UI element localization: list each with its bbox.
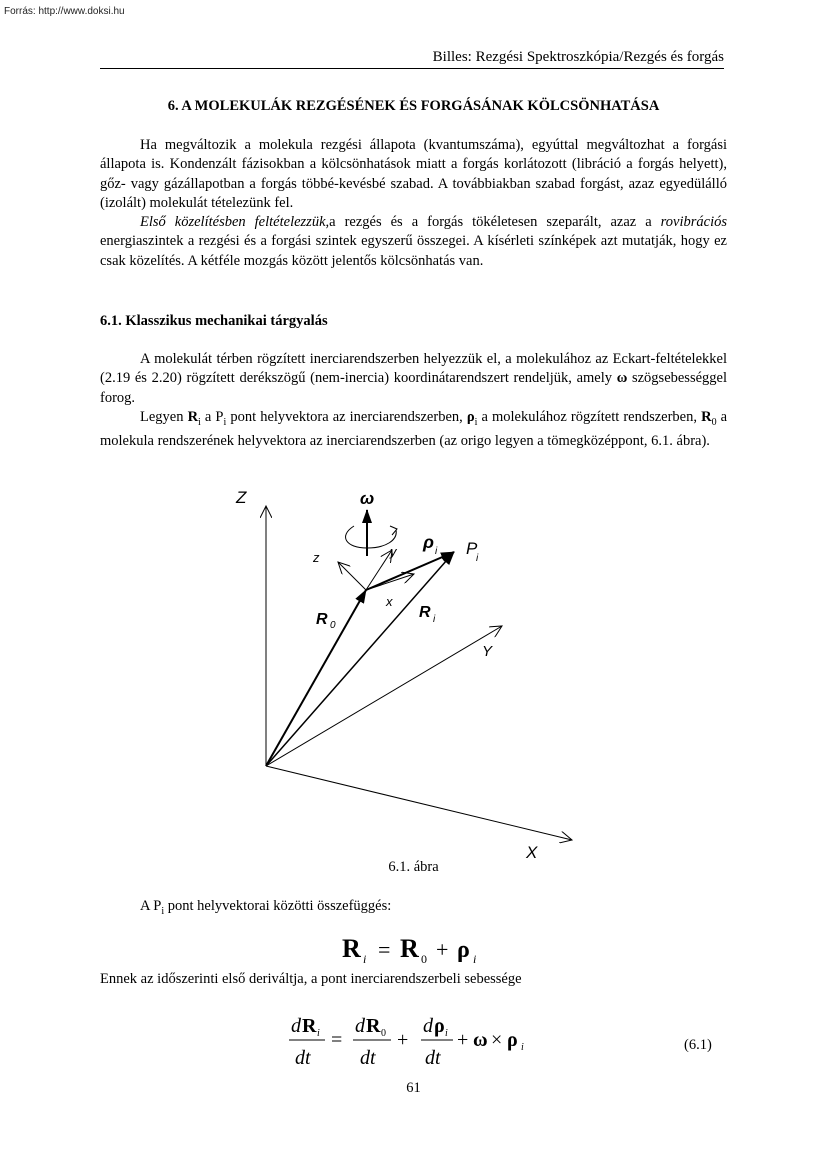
svg-text:=: = <box>331 1029 343 1051</box>
svg-text:i: i <box>363 952 367 964</box>
Z-axis-label: Z <box>236 488 247 507</box>
svg-text:i: i <box>317 1028 320 1039</box>
section-title: 6.1. Klasszikus mechanikai tárgyalás <box>100 313 328 329</box>
Ri-label: R <box>419 604 431 621</box>
svg-text:R: R <box>302 1015 317 1037</box>
z-axis-small-label: z <box>313 550 320 565</box>
P-label: P <box>466 539 478 558</box>
svg-text:ρ: ρ <box>434 1015 445 1037</box>
Y-axis-label: Y <box>482 643 493 660</box>
R0-label: R <box>316 611 328 628</box>
omega-label: ω <box>360 489 375 508</box>
rotation-arc <box>346 526 397 548</box>
coordinate-diagram <box>220 478 600 858</box>
rho-label: ρ <box>423 532 434 552</box>
X-axis-label: X <box>526 843 538 858</box>
svg-text:ρ: ρ <box>457 937 470 963</box>
figure-6-1 <box>220 478 600 863</box>
section-paragraph-1: A molekulát térben rögzített inerciarendszerben helyezzük el, a molekulához az Eckart-feltételekkel (2.19 és 2.20) rögzített derékszögű (nem-inercia) koordinátarendszert rendeljük, amely ω szögsebességgel forog. <box>100 351 727 406</box>
svg-text:=: = <box>378 937 391 962</box>
svg-text:i: i <box>521 1042 524 1053</box>
source-note: Forrás: http://www.doksi.hu <box>4 6 125 17</box>
svg-text:+: + <box>397 1029 409 1051</box>
R0-subscript: 0 <box>330 620 336 631</box>
rho-vector <box>366 552 454 590</box>
svg-text:+: + <box>436 937 449 962</box>
svg-text:0: 0 <box>381 1028 386 1039</box>
rho-subscript: i <box>435 546 438 557</box>
section-paragraph-2: Legyen $R_i$ a $P_i$ pont helyvektora az inerciarendszerben, $\rho_i$ a molekulához rögzített rendszerben, $R_0$ a molekula rendszerének helyvektora az inerciarendszerben (az origo legyen a tömegközéppont, 6.1. ábra). <box>100 409 728 450</box>
equation-6-1 <box>285 1010 545 1075</box>
svg-text:0: 0 <box>421 952 427 964</box>
X-axis <box>266 766 572 840</box>
derivative-text: Ennek az időszerinti első deriváltja, a pont inerciarendszerbeli sebessége <box>100 971 522 987</box>
z-axis-small <box>338 562 366 590</box>
svg-text:R: R <box>366 1015 381 1037</box>
equation-position <box>340 930 500 969</box>
svg-text:i: i <box>473 952 477 964</box>
header-rule <box>100 68 724 69</box>
figure-caption: 6.1. ábra <box>388 859 439 875</box>
svg-text:d: d <box>355 1015 365 1037</box>
svg-text:dt: dt <box>425 1047 441 1069</box>
x-axis-small <box>366 574 414 590</box>
relation-text: A $P_i$ pont helyvektorai közötti összefüggés: <box>140 898 392 917</box>
svg-text:d: d <box>423 1015 433 1037</box>
y-axis-small-label: y <box>390 544 397 559</box>
Y-axis <box>266 626 502 766</box>
equation-number: (6.1) <box>684 1037 712 1053</box>
x-axis-small-label: x <box>386 594 393 609</box>
running-header: Billes: Rezgési Spektroszkópia/Rezgés és forgás <box>432 49 724 65</box>
svg-text:dt: dt <box>360 1047 376 1069</box>
svg-text:ρ: ρ <box>507 1029 518 1051</box>
intro-paragraph-1: Ha megváltozik a molekula rezgési állapota (kvantumszáma), egyúttal megváltozhat a forgási állapota is. Kondenzált fázisokban a kölcsönhatások miatt a forgás korlátozott (libráció a forgás helyett), gőz- vagy gázállapotban a forgás többé-kevésbé szabad. A továbbiakban szabad forgást, azaz egyedülálló (izolált) molekulát tételezünk fel. <box>100 137 727 211</box>
chapter-title: 6. A MOLEKULÁK REZGÉSÉNEK ÉS FORGÁSÁNAK KÖLCSÖNHATÁSA <box>167 98 660 114</box>
svg-text:i: i <box>445 1028 448 1039</box>
page-number: 61 <box>406 1080 421 1096</box>
svg-text:R: R <box>342 934 361 963</box>
svg-text:ω: ω <box>473 1029 488 1051</box>
svg-text:dt: dt <box>295 1047 311 1069</box>
P-subscript: i <box>476 553 479 564</box>
intro-paragraph-2: Első közelítésben feltételezzük,a rezgés és a forgás tökéletesen szeparált, azaz a rovibrációs energiaszintek a rezgési és a forgási szintek egyszerű összegei. A kísérleti színképek azt mutatják, hogy ez csak közelítés. A kétféle mozgás között jelentős kölcsönhatás van. <box>100 214 727 269</box>
svg-text:×: × <box>491 1029 503 1051</box>
svg-text:d: d <box>291 1015 301 1037</box>
svg-text:R: R <box>400 934 419 963</box>
svg-text:+: + <box>457 1029 469 1051</box>
Ri-subscript: i <box>433 614 436 625</box>
